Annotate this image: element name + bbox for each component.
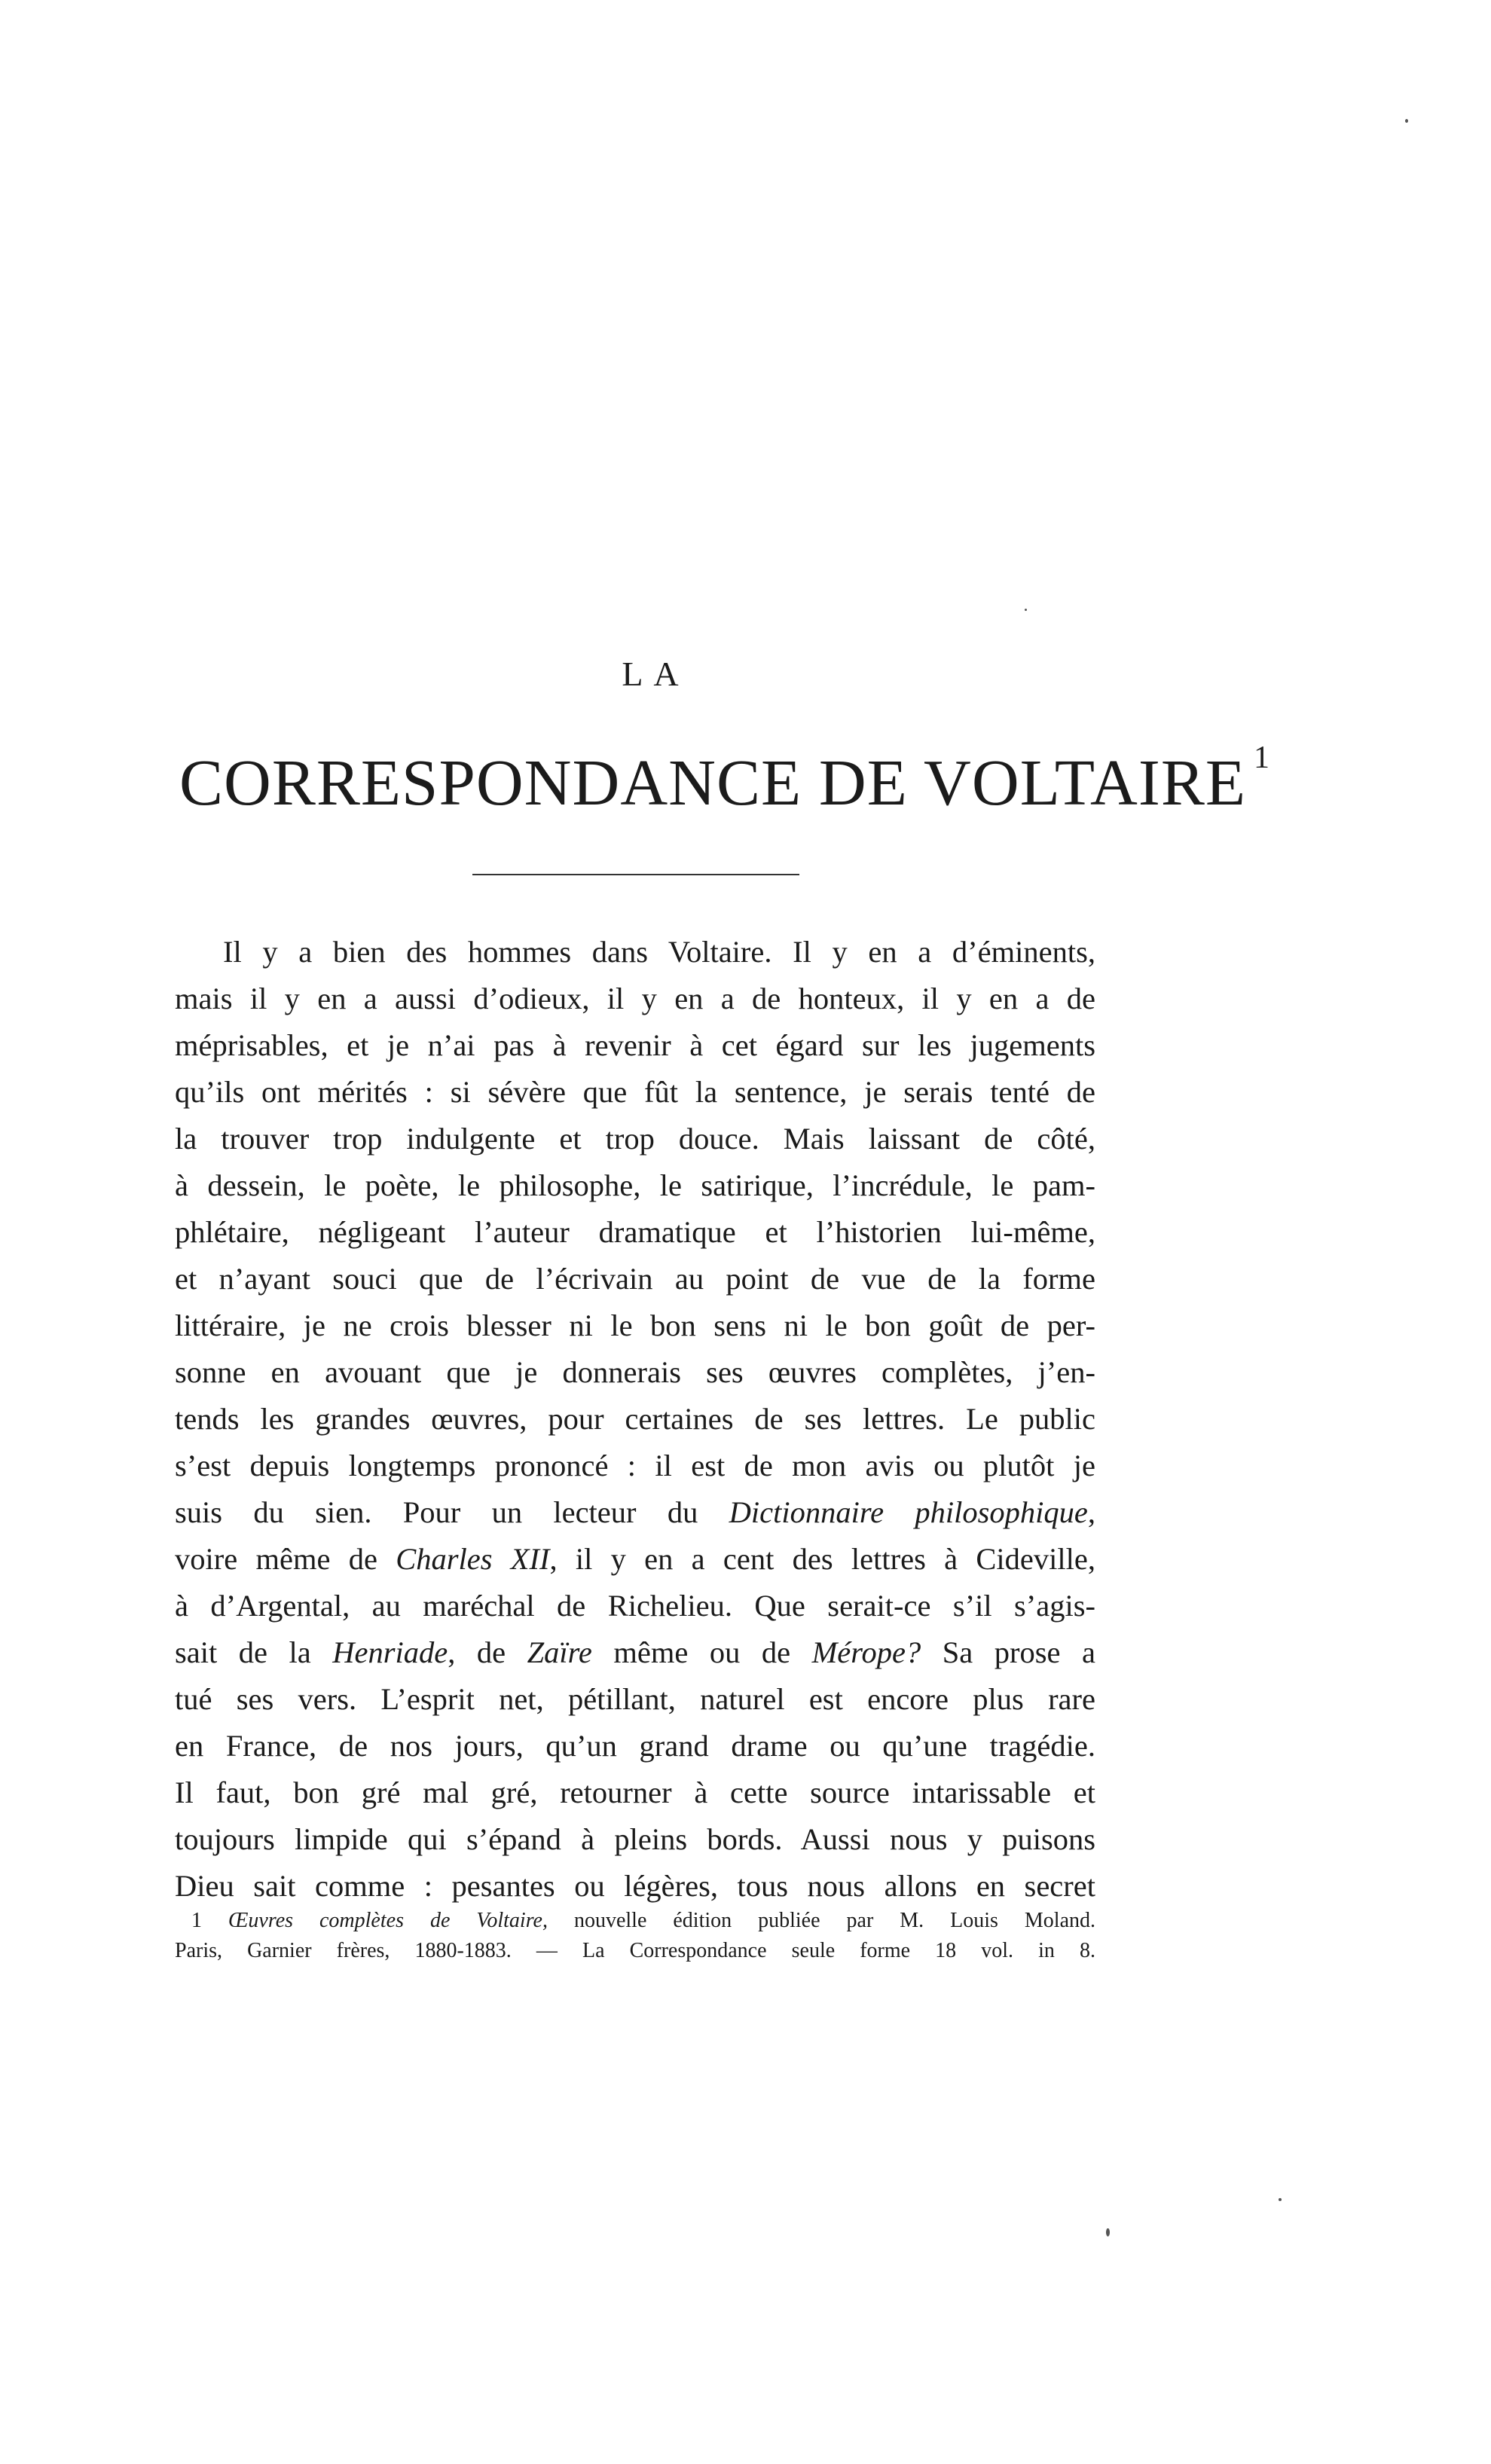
footnote-line [175, 1936, 1095, 1966]
text-line [175, 1863, 1095, 1910]
text-run: Il faut, bon gré mal gré, retourner à cette source intarissable et [175, 1775, 1095, 1809]
text-run: voire même de [175, 1542, 396, 1576]
text-run: Il y a bien des hommes dans Voltaire. Il y en a d’éminents, [223, 935, 1095, 969]
text-run: nouvelle édition publiée par M. Louis Moland. [547, 1909, 1095, 1932]
paper-speck [1106, 2228, 1110, 2237]
text-run: en France, de nos jours, qu’un grand drame ou qu’une tragédie. [175, 1729, 1095, 1763]
text-run: la trouver trop indulgente et trop douce. Mais laissant de côté, [175, 1122, 1095, 1156]
text-run: même ou de [591, 1635, 812, 1669]
text-line [175, 976, 1095, 1022]
text-run: et n’ayant souci que de l’écrivain au point de vue de la forme [175, 1262, 1095, 1296]
text-run: Paris, Garnier frères, 1880-1883. — La Correspondance seule forme 18 vol. in 8. [175, 1939, 1095, 1962]
text-run: tends les grandes œuvres, pour certaines de ses lettres. Le public [175, 1402, 1095, 1436]
text-line [175, 1676, 1095, 1723]
text-line [175, 1349, 1095, 1396]
italic-title-text: Œuvres complètes de Voltaire, [228, 1909, 548, 1932]
footnote-line [175, 1906, 1095, 1936]
text-run: , [1087, 1495, 1095, 1529]
footnote [175, 1906, 1095, 1966]
text-run: Dieu sait comme : pesantes ou légères, tous nous allons en secret [175, 1869, 1095, 1903]
text-line [175, 1629, 1095, 1676]
italic-title-text: Charles XII [396, 1542, 550, 1576]
chapter-kicker: LA [622, 655, 689, 693]
text-run: , de [448, 1635, 527, 1669]
text-line [175, 1162, 1095, 1209]
text-run: mais il y en a aussi d’odieux, il y en a de honteux, il y en a de [175, 982, 1095, 1015]
text-line [175, 1536, 1095, 1583]
text-run: tué ses vers. L’esprit net, pétillant, naturel est encore plus rare [175, 1682, 1095, 1716]
text-line [175, 1723, 1095, 1769]
title-footnote-marker: 1 [1254, 740, 1271, 775]
text-line [175, 1396, 1095, 1443]
text-run: sonne en avouant que je donnerais ses œuvres complètes, j’en- [175, 1355, 1095, 1389]
text-run: à d’Argental, au maréchal de Richelieu. Que serait-ce s’il s’agis- [175, 1589, 1095, 1623]
text-run: Sa prose a [921, 1635, 1095, 1669]
text-run: 1 [191, 1909, 228, 1932]
text-line [175, 1209, 1095, 1256]
text-line [175, 1302, 1095, 1349]
body-paragraph [175, 929, 1095, 1910]
text-run: , il y en a cent des lettres à Cideville, [549, 1542, 1095, 1576]
italic-title-text: Henriade [332, 1635, 448, 1669]
text-run: littéraire, je ne crois blesser ni le bon sens ni le bon goût de per- [175, 1308, 1095, 1342]
text-run: suis du sien. Pour un lecteur du [175, 1495, 729, 1529]
text-line [175, 1069, 1095, 1116]
text-line [175, 1816, 1095, 1863]
text-line [175, 1769, 1095, 1816]
paper-speck [1025, 609, 1027, 611]
title-separator-rule [472, 874, 799, 875]
text-line [175, 1116, 1095, 1162]
paper-speck [1405, 119, 1408, 123]
text-line [175, 1489, 1095, 1536]
text-line [175, 1443, 1095, 1489]
italic-title-text: Zaïre [527, 1635, 592, 1669]
text-run: qu’ils ont mérités : si sévère que fût la sentence, je serais tenté de [175, 1075, 1095, 1109]
italic-title-text: Dictionnaire philosophique [729, 1495, 1088, 1529]
text-line [175, 1022, 1095, 1069]
chapter-title-text: CORRESPONDANCE DE VOLTAIRE [179, 746, 1247, 819]
text-run: toujours limpide qui s’épand à pleins bords. Aussi nous y puisons [175, 1822, 1095, 1856]
chapter-title [179, 740, 1271, 820]
text-line [175, 1256, 1095, 1302]
text-run: s’est depuis longtemps prononcé : il est de mon avis ou plutôt je [175, 1449, 1095, 1482]
text-run: à dessein, le poète, le philosophe, le satirique, l’incrédule, le pam- [175, 1168, 1095, 1202]
text-line [175, 1583, 1095, 1629]
text-line [175, 929, 1095, 976]
italic-title-text: Mérope? [811, 1635, 921, 1669]
text-run: phlétaire, négligeant l’auteur dramatique et l’historien lui-même, [175, 1215, 1095, 1249]
text-run: sait de la [175, 1635, 333, 1669]
text-run: méprisables, et je n’ai pas à revenir à cet égard sur les jugements [175, 1028, 1095, 1062]
paper-speck [1279, 2198, 1282, 2201]
